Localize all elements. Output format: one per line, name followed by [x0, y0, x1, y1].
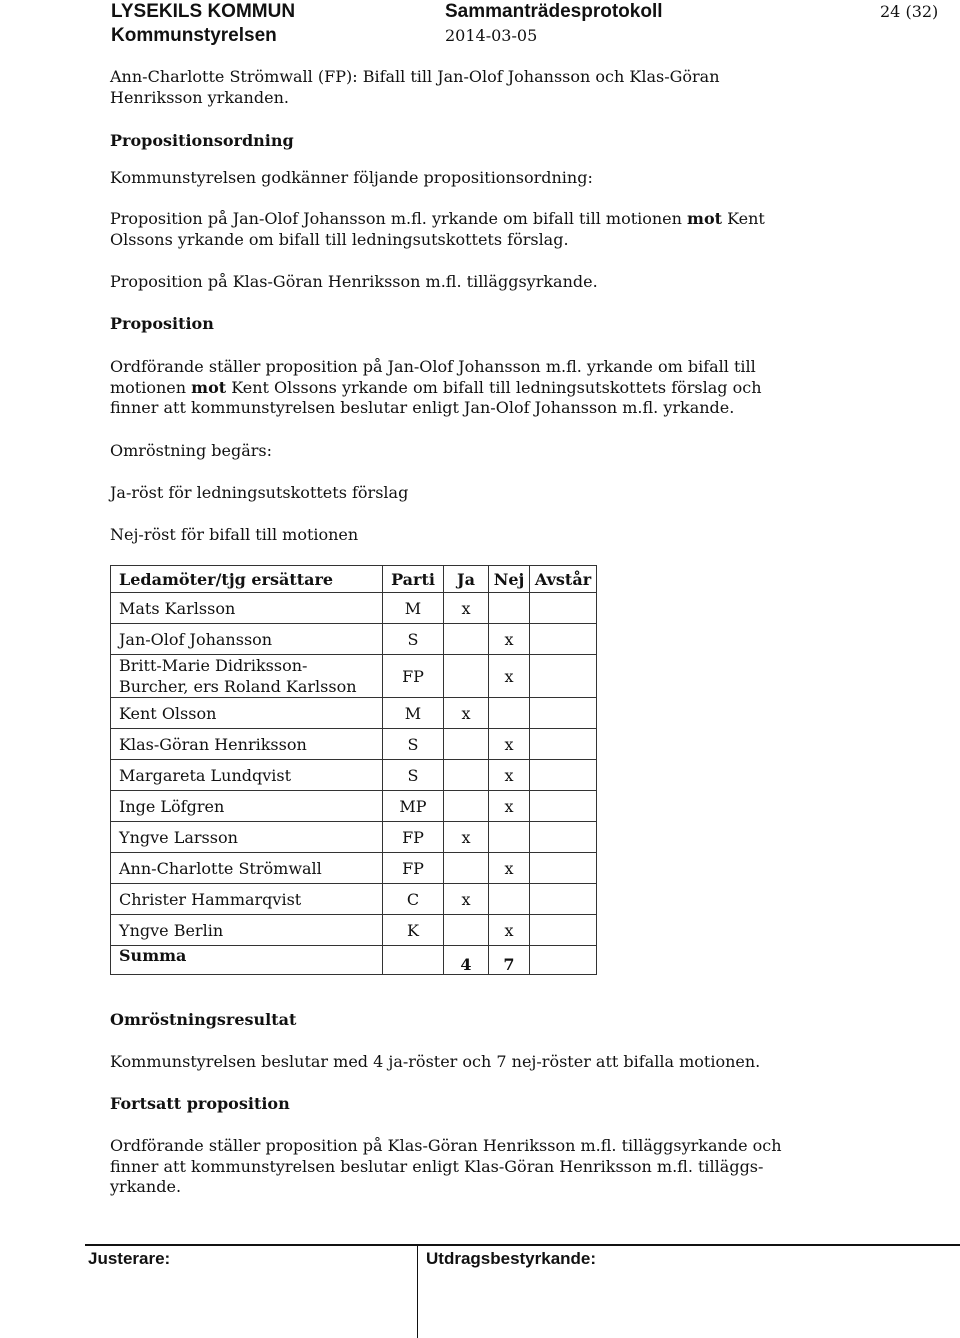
sum-ja: 4	[444, 946, 489, 975]
intro-line-1: Ann-Charlotte Strömwall (FP): Bifall till Jan-Olof Johansson och Klas-Göran	[110, 67, 720, 86]
intro-paragraph	[110, 67, 810, 108]
table-row: Jan-Olof Johansson S x	[111, 624, 597, 655]
vote-table	[110, 565, 597, 975]
footer-justerare: Justerare:	[88, 1249, 171, 1268]
table-row: Britt-Marie Didriksson- Burcher, ers Roland Karlsson FP x	[111, 655, 597, 698]
table-row: Margareta Lundqvist S x	[111, 760, 597, 791]
propositionsordning-heading: Propositionsordning	[110, 131, 294, 150]
intro-line-2: Henriksson yrkanden.	[110, 87, 289, 107]
col-header-ja: Ja	[444, 566, 489, 593]
proposition-item-1: Proposition på Jan-Olof Johansson m.fl. yrkande om bifall till motionen mot Kent Olssons yrkande om bifall till ledningsutskottets förslag.	[110, 209, 765, 249]
footer-column-divider	[417, 1246, 418, 1338]
table-row: Inge Löfgren MP x	[111, 791, 597, 822]
header-title: Sammanträdesprotokoll	[445, 1, 663, 22]
resultat-text: Kommunstyrelsen beslutar med 4 ja-röster och 7 nej-röster att bifalla motionen.	[110, 1052, 761, 1071]
footer-utdragsbestyrkande: Utdragsbestyrkande:	[426, 1249, 597, 1268]
table-row: Klas-Göran Henriksson S x	[111, 729, 597, 760]
proposition-item-2: Proposition på Klas-Göran Henriksson m.fl. tilläggsyrkande.	[110, 272, 598, 291]
propositionsordning-text: Kommunstyrelsen godkänner följande propositionsordning:	[110, 168, 593, 187]
footer-divider	[85, 1244, 960, 1246]
ja-rost-description: Ja-röst för ledningsutskottets förslag	[110, 483, 409, 502]
sum-nej: 7	[489, 946, 530, 975]
header-date: 2014-03-05	[445, 26, 538, 45]
table-row: Yngve Berlin K x	[111, 915, 597, 946]
col-header-parti: Parti	[383, 566, 444, 593]
page-number: 24 (32)	[880, 2, 939, 21]
vote-table-header	[111, 566, 597, 593]
table-row: Mats Karlsson M x	[111, 593, 597, 624]
fortsatt-heading: Fortsatt proposition	[110, 1094, 290, 1113]
col-header-ledamoter: Ledamöter/tjg ersättare	[111, 566, 383, 593]
table-row: Kent Olsson M x	[111, 698, 597, 729]
resultat-heading: Omröstningsresultat	[110, 1010, 297, 1029]
header-org: LYSEKILS KOMMUN	[111, 1, 296, 22]
nej-rost-description: Nej-röst för bifall till motionen	[110, 525, 359, 544]
proposition-paragraph: Ordförande ställer proposition på Jan-Olof Johansson m.fl. yrkande om bifall till motionen mot Kent Olssons yrkande om bifall till ledningsutskottets förslag och finner att kommunstyrelsen beslutar enligt Jan-Olof Johansson m.fl. yrkande.	[110, 357, 762, 417]
table-row: Ann-Charlotte Strömwall FP x	[111, 853, 597, 884]
table-sum-row	[111, 946, 597, 975]
proposition-heading: Proposition	[110, 314, 214, 333]
col-header-nej: Nej	[489, 566, 530, 593]
header-body: Kommunstyrelsen	[111, 25, 277, 46]
col-header-avstar: Avstår	[530, 566, 597, 593]
omrostning-begars: Omröstning begärs:	[110, 441, 273, 460]
table-row: Yngve Larsson FP x	[111, 822, 597, 853]
fortsatt-paragraph: Ordförande ställer proposition på Klas-Göran Henriksson m.fl. tilläggsyrkande och finner att kommunstyrelsen beslutar enligt Klas-Göran Henriksson m.fl. tilläggs- yrkande.	[110, 1136, 782, 1196]
table-row: Christer Hammarqvist C x	[111, 884, 597, 915]
sum-label: Summa	[111, 946, 383, 975]
